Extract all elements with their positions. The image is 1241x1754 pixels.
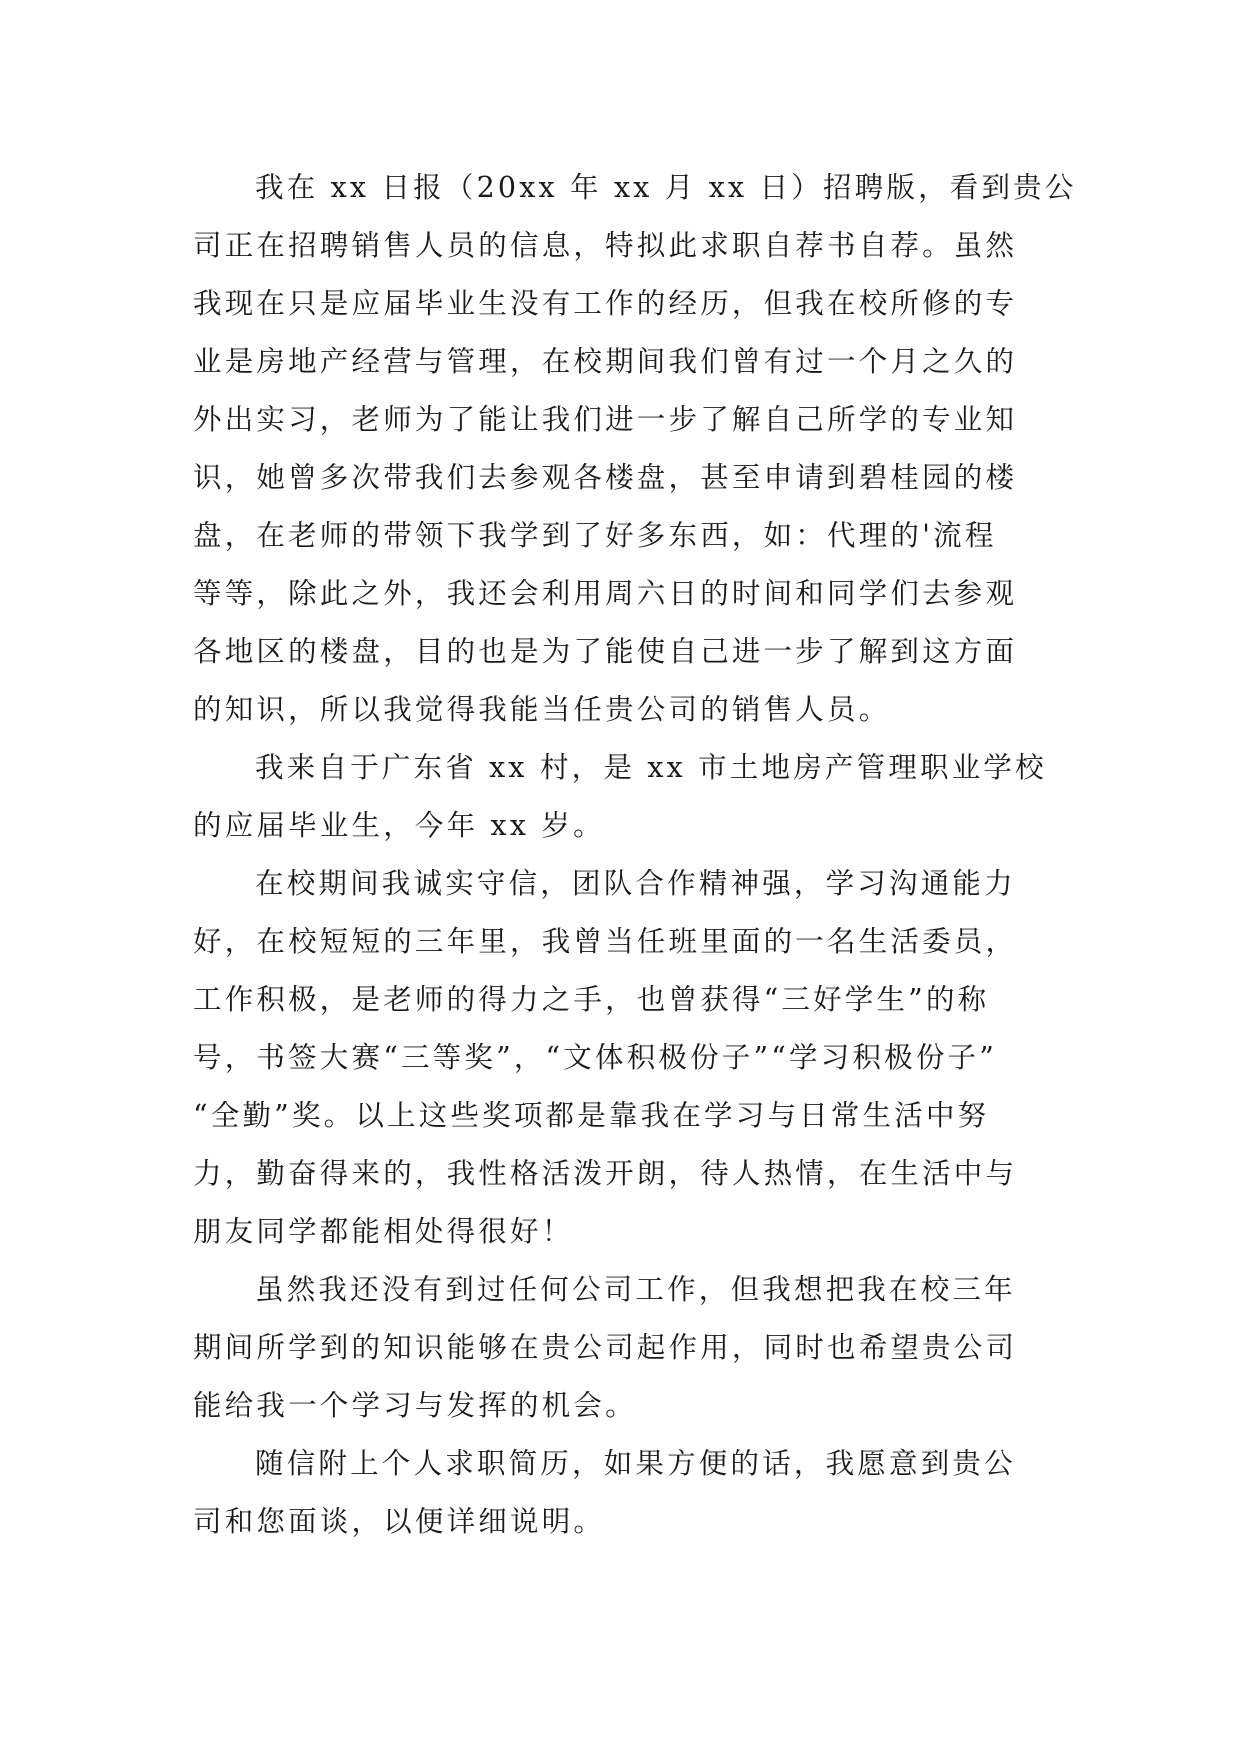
paragraph-intro <box>193 159 1077 739</box>
text-line: 号，书签大赛“三等奖”，“文体积极份子”“学习积极份子” <box>193 1041 998 1074</box>
text-line: 的知识，所以我觉得我能当任贵公司的销售人员。 <box>193 693 891 726</box>
text-line: 司正在招聘销售人员的信息，特拟此求职自荐书自荐。虽然 <box>193 229 1018 262</box>
text-line: 司和您面谈，以便详细说明。 <box>193 1505 606 1538</box>
text-line: 业是房地产经营与管理，在校期间我们曾有过一个月之久的 <box>193 345 1018 378</box>
text-line: 力，勤奋得来的，我性格活泼开朗，待人热情，在生活中与 <box>193 1157 1018 1190</box>
text-line: 能给我一个学习与发挥的机会。 <box>193 1389 637 1422</box>
text-line: 随信附上个人求职简历，如果方便的话，我愿意到贵公 <box>255 1447 1016 1480</box>
text-line: 在校期间我诚实守信，团队合作精神强，学习沟通能力 <box>255 867 1016 900</box>
text-line: 虽然我还没有到过任何公司工作，但我想把我在校三年 <box>255 1273 1016 1306</box>
paragraph-background <box>193 739 1046 855</box>
text-line: 外出实习，老师为了能让我们进一步了解自己所学的专业知 <box>193 403 1018 436</box>
text-line: 的应届毕业生，今年 xx 岁。 <box>193 809 605 842</box>
text-line: 各地区的楼盘，目的也是为了能使自己进一步了解到这方面 <box>193 635 1018 668</box>
paragraph-achievements <box>193 855 1046 1261</box>
paragraph-aspiration <box>193 1261 1046 1435</box>
text-line: 工作积极，是老师的得力之手，也曾获得“三好学生”的称 <box>193 983 990 1016</box>
text-line: 我在 xx 日报（20xx 年 xx 月 xx 日）招聘版，看到贵公 <box>255 171 1077 204</box>
text-line: “全勤”奖。以上这些奖项都是靠我在学习与日常生活中努 <box>193 1099 990 1132</box>
text-line: 等等，除此之外，我还会利用周六日的时间和同学们去参观 <box>193 577 1018 610</box>
text-line: 我来自于广东省 xx 村，是 xx 市土地房产管理职业学校 <box>255 751 1047 784</box>
text-line: 期间所学到的知识能够在贵公司起作用，同时也希望贵公司 <box>193 1331 1018 1364</box>
text-line: 识，她曾多次带我们去参观各楼盘，甚至申请到碧桂园的楼 <box>193 461 1018 494</box>
paragraph-closing <box>193 1435 1046 1551</box>
letter-body <box>193 159 1077 1551</box>
text-line: 我现在只是应届毕业生没有工作的经历，但我在校所修的专 <box>193 287 1018 320</box>
text-line: 盘，在老师的带领下我学到了好多东西，如：代理的'流程 <box>193 519 997 552</box>
text-line: 好，在校短短的三年里，我曾当任班里面的一名生活委员， <box>193 925 1018 958</box>
text-line: 朋友同学都能相处得很好！ <box>193 1215 574 1248</box>
